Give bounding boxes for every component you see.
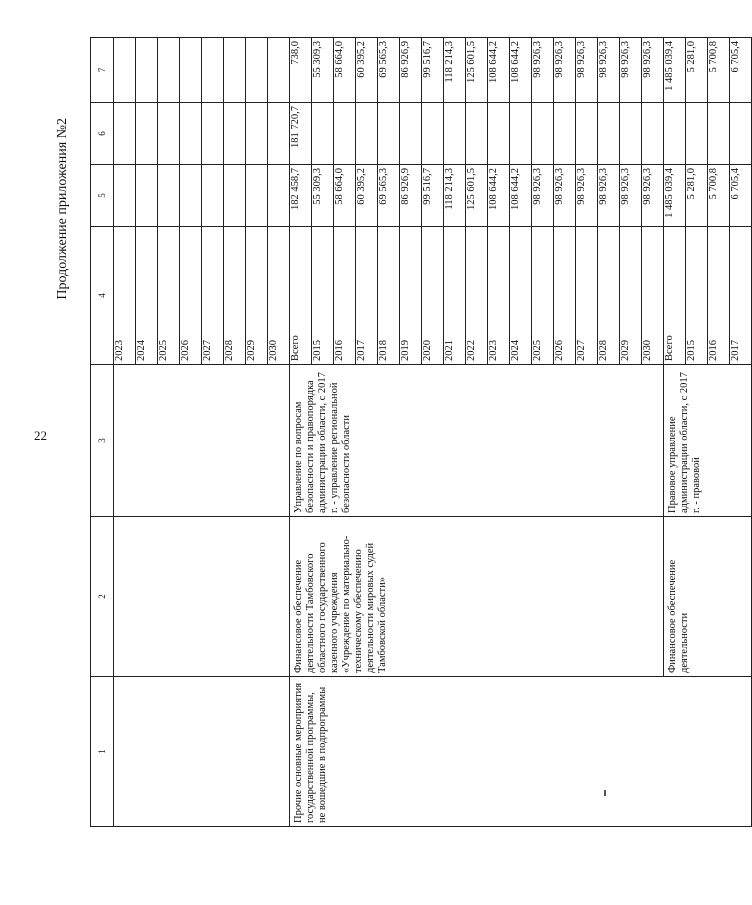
federal-cell <box>686 103 708 165</box>
value-cell-7 <box>224 38 246 103</box>
year-cell: 2029 <box>246 227 268 365</box>
total-cell: 182 458,7 <box>290 165 312 227</box>
value-cell-5 <box>224 165 246 227</box>
total-cell: 6 705,4 <box>730 165 752 227</box>
total-cell: 5 700,8 <box>708 165 730 227</box>
header-cell: 7 <box>91 38 114 103</box>
federal-cell <box>444 103 466 165</box>
value-cell-6 <box>246 103 268 165</box>
value-cell-5 <box>268 165 290 227</box>
year-cell: 2015 <box>312 227 334 365</box>
value-cell-6 <box>158 103 180 165</box>
activity-cell: Финансовое обеспечение деятельности <box>664 517 752 677</box>
value-cell-6 <box>180 103 202 165</box>
value-cell-5 <box>114 165 136 227</box>
federal-cell <box>598 103 620 165</box>
federal-cell <box>510 103 532 165</box>
header-cell: 1 <box>91 677 114 827</box>
regional-cell: 125 601,5 <box>466 38 488 103</box>
regional-cell: 738,0 <box>290 38 312 103</box>
year-cell: 2026 <box>180 227 202 365</box>
federal-cell <box>664 103 686 165</box>
executor-cell: Управление по вопросам безопасности и правопорядка администрации области, с 2017 г. - управление региональной безопасности области <box>290 365 664 517</box>
total-cell: 69 565,3 <box>378 165 400 227</box>
value-cell-6 <box>268 103 290 165</box>
year-cell: 2021 <box>444 227 466 365</box>
regional-cell: 6 705,4 <box>730 38 752 103</box>
program-cell-continued <box>114 677 290 827</box>
federal-cell <box>642 103 664 165</box>
year-cell: 2025 <box>158 227 180 365</box>
year-cell: 2028 <box>598 227 620 365</box>
header-row <box>91 38 114 827</box>
year-cell: 2025 <box>532 227 554 365</box>
total-cell: 5 281,0 <box>686 165 708 227</box>
rotated-table-container <box>90 40 741 827</box>
table-row <box>290 38 312 827</box>
year-cell: 2019 <box>400 227 422 365</box>
regional-cell: 60 395,2 <box>356 38 378 103</box>
year-cell: 2024 <box>136 227 158 365</box>
federal-cell <box>532 103 554 165</box>
value-cell-7 <box>158 38 180 103</box>
table-viewport <box>90 40 741 827</box>
federal-cell <box>554 103 576 165</box>
year-cell: Всего <box>290 227 312 365</box>
year-cell: 2028 <box>224 227 246 365</box>
total-cell: 58 664,0 <box>334 165 356 227</box>
header-cell: 3 <box>91 365 114 517</box>
total-cell: 125 601,5 <box>466 165 488 227</box>
year-cell: 2017 <box>730 227 752 365</box>
value-cell-7 <box>180 38 202 103</box>
year-cell: 2020 <box>422 227 444 365</box>
federal-cell <box>620 103 642 165</box>
value-cell-7 <box>246 38 268 103</box>
value-cell-6 <box>202 103 224 165</box>
executor-cell: Правовое управление администрации области, с 2017 г. - правовой <box>664 365 752 517</box>
regional-cell: 98 926,3 <box>532 38 554 103</box>
regional-cell: 98 926,3 <box>554 38 576 103</box>
year-cell: 2027 <box>576 227 598 365</box>
federal-cell <box>400 103 422 165</box>
year-cell: 2015 <box>686 227 708 365</box>
value-cell-6 <box>114 103 136 165</box>
federal-cell <box>378 103 400 165</box>
federal-cell <box>488 103 510 165</box>
year-cell: 2023 <box>114 227 136 365</box>
federal-cell <box>730 103 752 165</box>
year-cell: 2018 <box>378 227 400 365</box>
regional-cell: 55 309,3 <box>312 38 334 103</box>
year-cell: 2027 <box>202 227 224 365</box>
total-cell: 98 926,3 <box>642 165 664 227</box>
total-cell: 86 926,9 <box>400 165 422 227</box>
federal-cell <box>312 103 334 165</box>
year-cell: 2022 <box>466 227 488 365</box>
year-cell: 2030 <box>642 227 664 365</box>
total-cell: 60 395,2 <box>356 165 378 227</box>
total-cell: 98 926,3 <box>532 165 554 227</box>
total-cell: 108 644,2 <box>510 165 532 227</box>
value-cell-5 <box>202 165 224 227</box>
value-cell-6 <box>136 103 158 165</box>
regional-cell: 69 565,3 <box>378 38 400 103</box>
total-cell: 1 485 039,4 <box>664 165 686 227</box>
regional-cell: 108 644,2 <box>510 38 532 103</box>
value-cell-7 <box>202 38 224 103</box>
federal-cell <box>466 103 488 165</box>
activity-cell: Финансовое обеспечение деятельности Тамбовского областного государственного казенного учреждения «Учреждение по материально-техническому обеспечению деятельности мировых судей Тамбовской области» <box>290 517 664 677</box>
value-cell-7 <box>268 38 290 103</box>
regional-cell: 98 926,3 <box>598 38 620 103</box>
regional-cell: 5 281,0 <box>686 38 708 103</box>
value-cell-7 <box>136 38 158 103</box>
total-cell: 118 214,3 <box>444 165 466 227</box>
federal-cell <box>708 103 730 165</box>
year-cell: 2030 <box>268 227 290 365</box>
program-name-cell: Прочие основные мероприятия государственной программы, не вошедшие в подпрограммы <box>290 677 752 827</box>
executor-cell-continued <box>114 365 290 517</box>
total-cell: 108 644,2 <box>488 165 510 227</box>
total-cell: 55 309,3 <box>312 165 334 227</box>
year-cell: 2023 <box>488 227 510 365</box>
federal-cell <box>576 103 598 165</box>
value-cell-6 <box>224 103 246 165</box>
value-cell-5 <box>158 165 180 227</box>
value-cell-5 <box>180 165 202 227</box>
regional-cell: 58 664,0 <box>334 38 356 103</box>
federal-cell: 181 720,7 <box>290 103 312 165</box>
value-cell-5 <box>136 165 158 227</box>
total-cell: 98 926,3 <box>598 165 620 227</box>
header-cell: 5 <box>91 165 114 227</box>
header-cell: 4 <box>91 227 114 365</box>
federal-cell <box>356 103 378 165</box>
regional-cell: 118 214,3 <box>444 38 466 103</box>
regional-cell: 98 926,3 <box>576 38 598 103</box>
year-cell: 2029 <box>620 227 642 365</box>
total-cell: 99 516,7 <box>422 165 444 227</box>
regional-cell: 98 926,3 <box>620 38 642 103</box>
activity-cell-continued <box>114 517 290 677</box>
header-cell: 2 <box>91 517 114 677</box>
table-row <box>114 38 136 827</box>
value-cell-7 <box>114 38 136 103</box>
year-cell: Всего <box>664 227 686 365</box>
year-cell: 2017 <box>356 227 378 365</box>
year-cell: 2016 <box>334 227 356 365</box>
total-cell: 98 926,3 <box>554 165 576 227</box>
page-number: 22 <box>34 428 47 443</box>
federal-cell <box>334 103 356 165</box>
regional-cell: 98 926,3 <box>642 38 664 103</box>
year-cell: 2024 <box>510 227 532 365</box>
total-cell: 98 926,3 <box>576 165 598 227</box>
year-cell: 2016 <box>708 227 730 365</box>
regional-cell: 5 700,8 <box>708 38 730 103</box>
regional-cell: 1 485 039,4 <box>664 38 686 103</box>
header-cell: 6 <box>91 103 114 165</box>
federal-cell <box>422 103 444 165</box>
value-cell-5 <box>246 165 268 227</box>
year-cell: 2026 <box>554 227 576 365</box>
regional-cell: 99 516,7 <box>422 38 444 103</box>
budget-table <box>90 37 752 827</box>
regional-cell: 108 644,2 <box>488 38 510 103</box>
total-cell: 98 926,3 <box>620 165 642 227</box>
regional-cell: 86 926,9 <box>400 38 422 103</box>
